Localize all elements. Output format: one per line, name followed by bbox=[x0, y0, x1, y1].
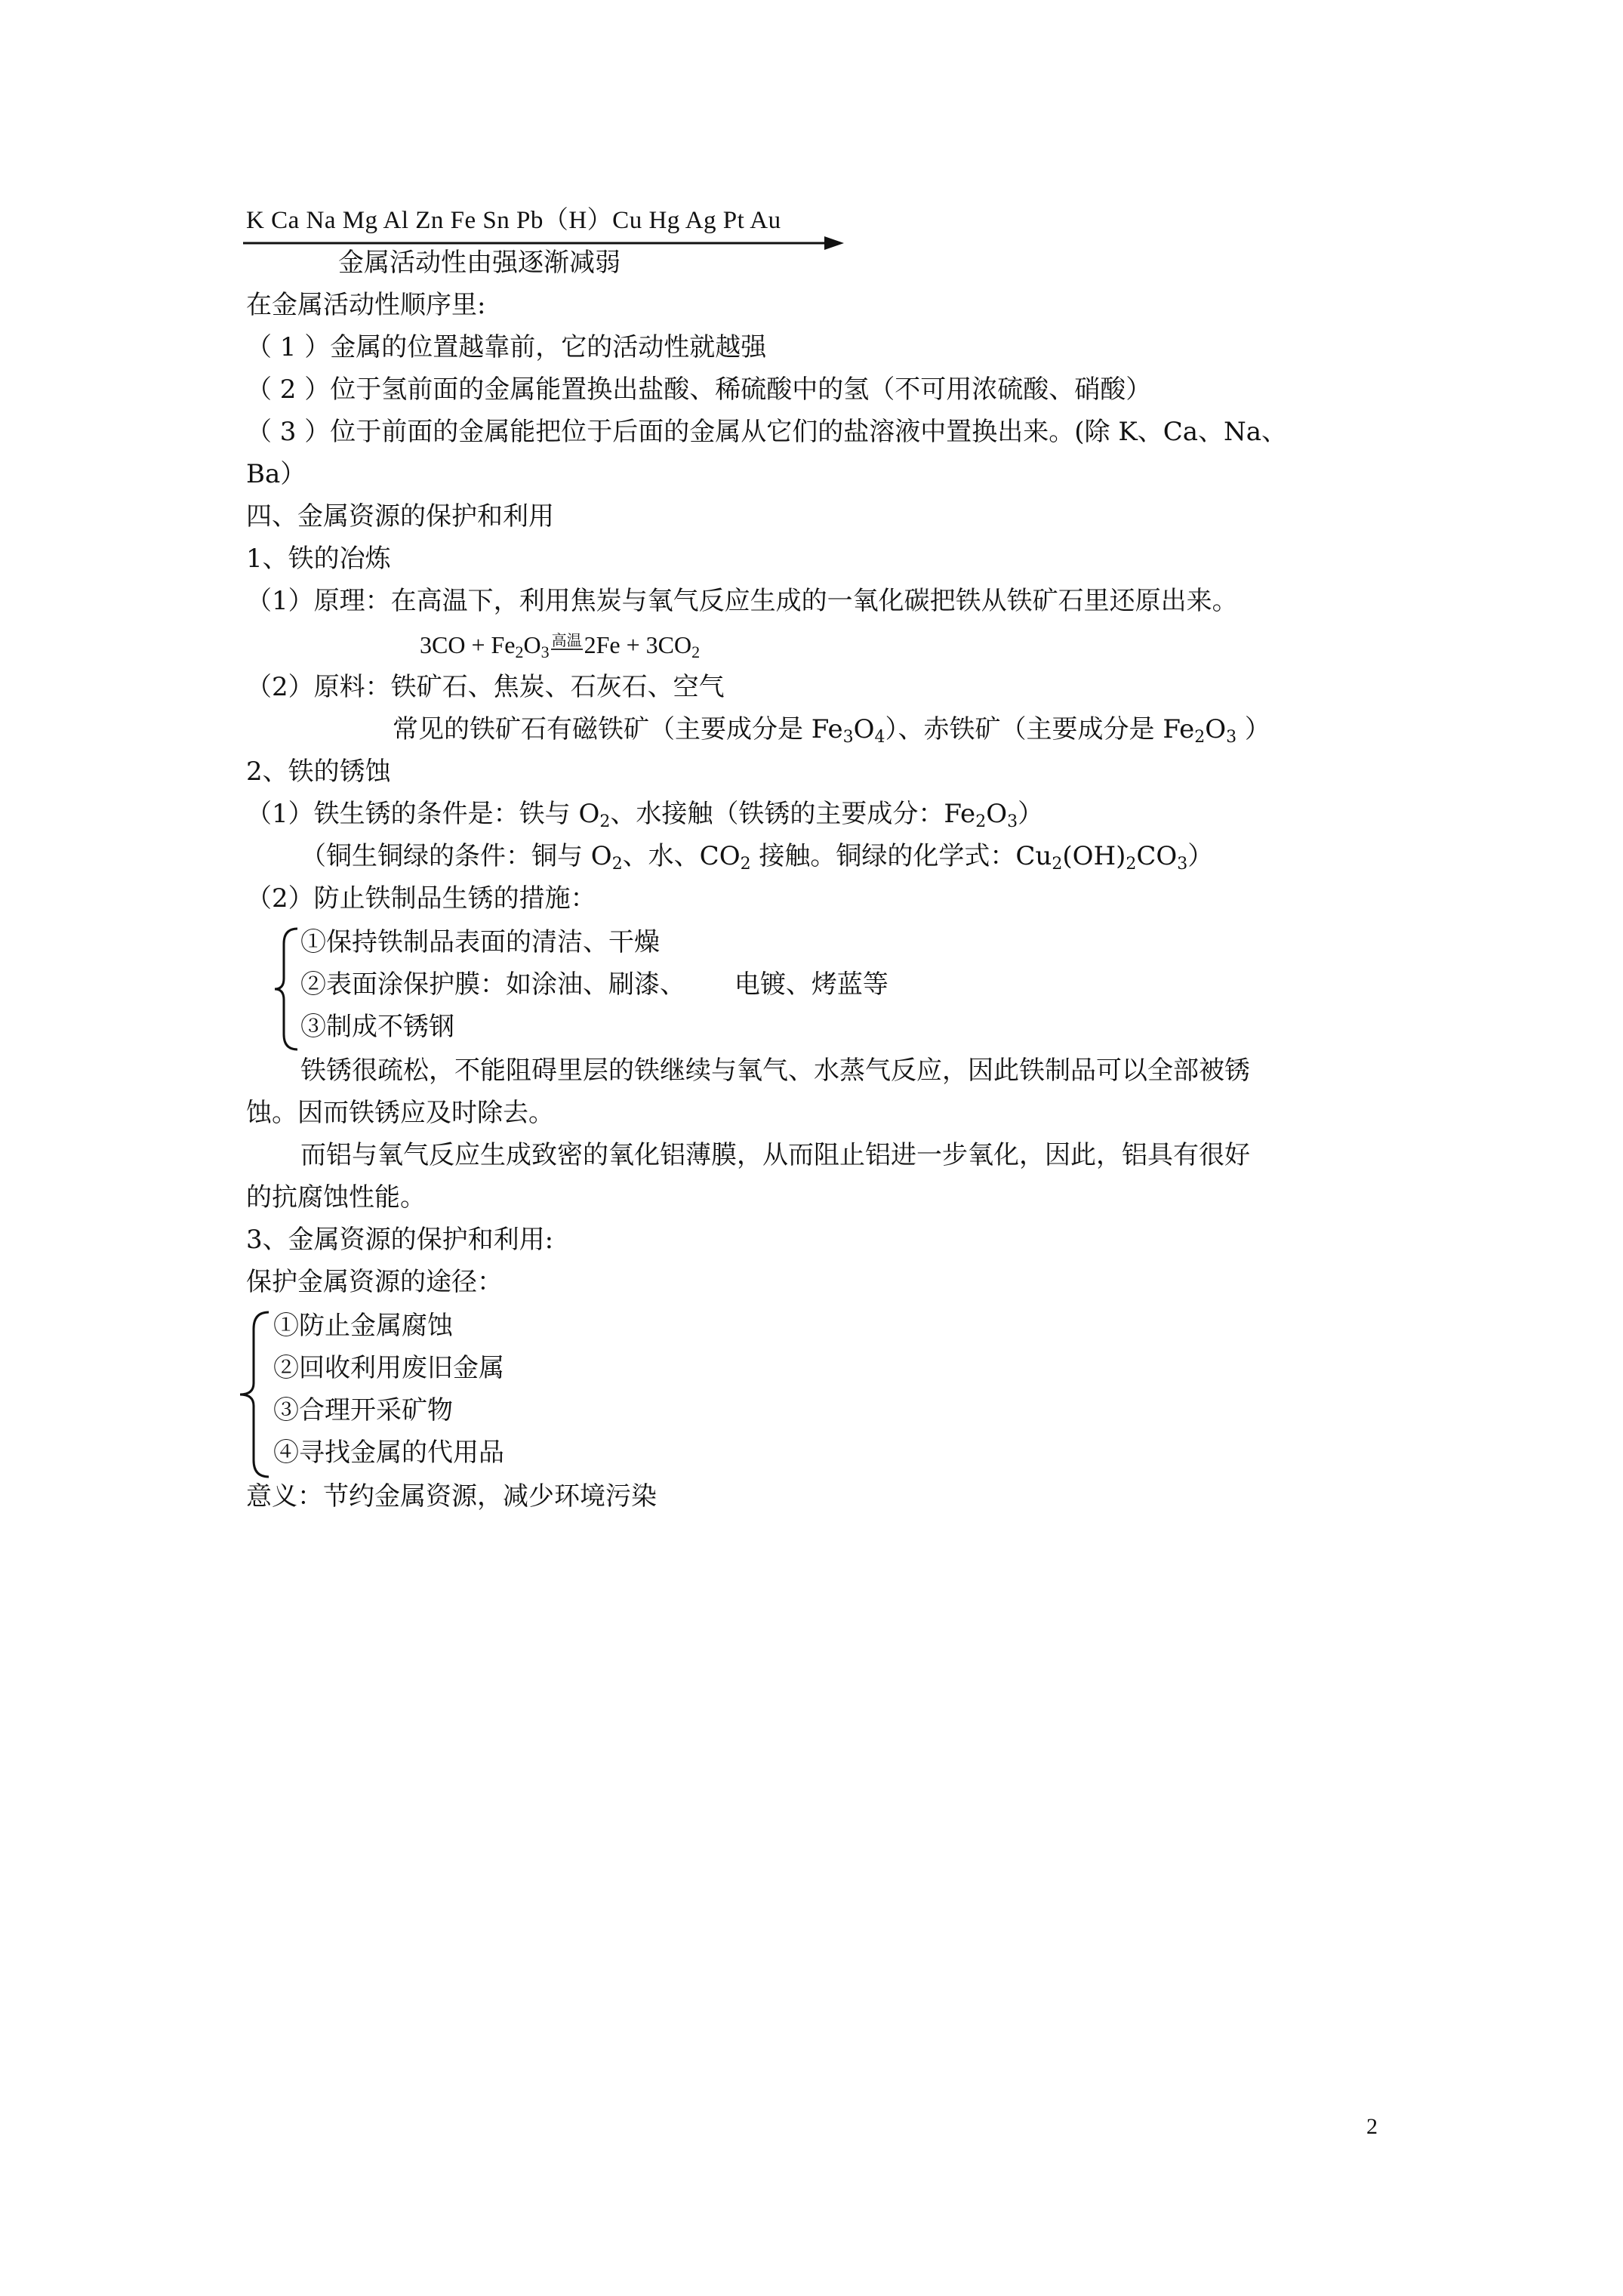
way-item-1: ①防止金属腐蚀 bbox=[273, 1311, 453, 1341]
rust-condition bbox=[246, 797, 1043, 831]
rule-3-line-2: Ba） bbox=[246, 459, 306, 489]
copper-text: (OH) bbox=[1062, 841, 1126, 871]
protection-ways: 保护金属资源的途径： bbox=[246, 1267, 503, 1297]
rust-text: （1）铁生锈的条件是：铁与 O bbox=[246, 799, 600, 829]
copper-sub: 2 bbox=[611, 855, 623, 874]
meaning: 意义：节约金属资源，减少环境污染 bbox=[246, 1481, 657, 1512]
equation-sub: 2 bbox=[691, 643, 701, 661]
rust-text: O bbox=[986, 799, 1008, 829]
copper-text: 接触。铜绿的化学式：Cu bbox=[750, 841, 1052, 871]
prevention-item-2: ②表面涂保护膜：如涂油、刷漆、 电镀、烤蓝等 bbox=[300, 969, 888, 1000]
page-number: 2 bbox=[1366, 2114, 1378, 2139]
ores-text: O bbox=[1205, 714, 1227, 744]
copper-sub: 2 bbox=[1052, 855, 1063, 874]
copper-condition bbox=[300, 840, 1213, 873]
iron-ores bbox=[393, 713, 1270, 746]
iron-rust-heading: 2、铁的锈蚀 bbox=[246, 757, 391, 787]
section-3-heading: 3、金属资源的保护和利用: bbox=[246, 1225, 554, 1255]
paragraph-1-line-1: 铁锈很疏松，不能阻碍里层的铁继续与氧气、水蒸气反应，因此铁制品可以全部被锈 bbox=[300, 1056, 1250, 1086]
paragraph-2-line-1: 而铝与氧气反应生成致密的氧化铝薄膜，从而阻止铝进一步氧化，因此，铝具有很好 bbox=[300, 1140, 1250, 1170]
copper-sub: 2 bbox=[740, 855, 751, 874]
series-intro: 在金属活动性顺序里: bbox=[246, 290, 486, 320]
rust-text: ） bbox=[1018, 799, 1044, 829]
principle: （1）原理：在高温下，利用焦炭与氧气反应生成的一氧化碳把铁从铁矿石里还原出来。 bbox=[246, 586, 1238, 616]
way-item-2: ②回收利用废旧金属 bbox=[273, 1353, 504, 1383]
ores-text: ）、赤铁矿（主要成分是 Fe bbox=[885, 714, 1195, 744]
copper-text: 、水、CO bbox=[622, 841, 741, 871]
way-item-4: ④寻找金属的代用品 bbox=[273, 1438, 504, 1468]
rule-3-line-1: （ 3 ）位于前面的金属能把位于后面的金属从它们的盐溶液中置换出来。(除 K、Ca、Na、 bbox=[246, 417, 1288, 447]
raw-materials: （2）原料：铁矿石、焦炭、石灰石、空气 bbox=[246, 672, 725, 702]
section-4-heading: 四、金属资源的保护和利用 bbox=[246, 501, 554, 532]
prevention-item-3: ③制成不锈钢 bbox=[300, 1012, 454, 1042]
equation-left: 3CO + Fe bbox=[420, 631, 516, 658]
reaction-condition: 高温 bbox=[551, 633, 582, 649]
rule-2: （ 2 ）位于氢前面的金属能置换出盐酸、稀硫酸中的氢（不可用浓硫酸、硝酸） bbox=[246, 374, 1152, 405]
ores-sub: 2 bbox=[1194, 728, 1206, 747]
left-brace-icon bbox=[272, 926, 302, 1052]
copper-sub: 3 bbox=[1177, 855, 1188, 874]
iron-smelting-heading: 1、铁的冶炼 bbox=[246, 544, 391, 574]
rule-1: （ 1 ）金属的位置越靠前，它的活动性就越强 bbox=[246, 332, 767, 362]
equation-sub: 3 bbox=[540, 643, 550, 661]
equation-right: 2Fe + 3CO bbox=[584, 631, 692, 658]
copper-text: （铜生铜绿的条件：铜与 O bbox=[300, 841, 612, 871]
rust-sub: 3 bbox=[1007, 812, 1018, 831]
ores-sub: 3 bbox=[1226, 728, 1237, 747]
paragraph-2-line-2: 的抗腐蚀性能。 bbox=[246, 1182, 426, 1213]
equation-o: O bbox=[523, 631, 541, 658]
way-item-3: ③合理开采矿物 bbox=[273, 1395, 453, 1425]
prevention-heading: （2）防止铁制品生锈的措施： bbox=[246, 883, 596, 914]
series-caption: 金属活动性由强逐渐减弱 bbox=[338, 248, 621, 278]
ores-text: O bbox=[853, 714, 875, 744]
paragraph-1-line-2: 蚀。因而铁锈应及时除去。 bbox=[246, 1098, 554, 1128]
smelting-equation bbox=[420, 628, 700, 661]
copper-text: ） bbox=[1187, 841, 1214, 871]
ores-text: ） bbox=[1236, 714, 1270, 744]
ores-sub: 4 bbox=[874, 728, 885, 747]
copper-text: CO bbox=[1136, 841, 1178, 871]
equation-sub: 2 bbox=[515, 643, 524, 661]
rust-sub: 2 bbox=[975, 812, 987, 831]
copper-sub: 2 bbox=[1126, 855, 1137, 874]
activity-series: K Ca Na Mg Al Zn Fe Sn Pb（H）Cu Hg Ag Pt Au bbox=[246, 207, 781, 234]
ores-text: 常见的铁矿石有磁铁矿（主要成分是 Fe bbox=[393, 714, 843, 744]
left-brace-icon bbox=[236, 1309, 273, 1480]
rust-text: 、水接触（铁锈的主要成分：Fe bbox=[610, 799, 976, 829]
ores-sub: 3 bbox=[842, 728, 854, 747]
rust-sub: 2 bbox=[599, 812, 611, 831]
prevention-item-1: ①保持铁制品表面的清洁、干燥 bbox=[300, 927, 660, 957]
